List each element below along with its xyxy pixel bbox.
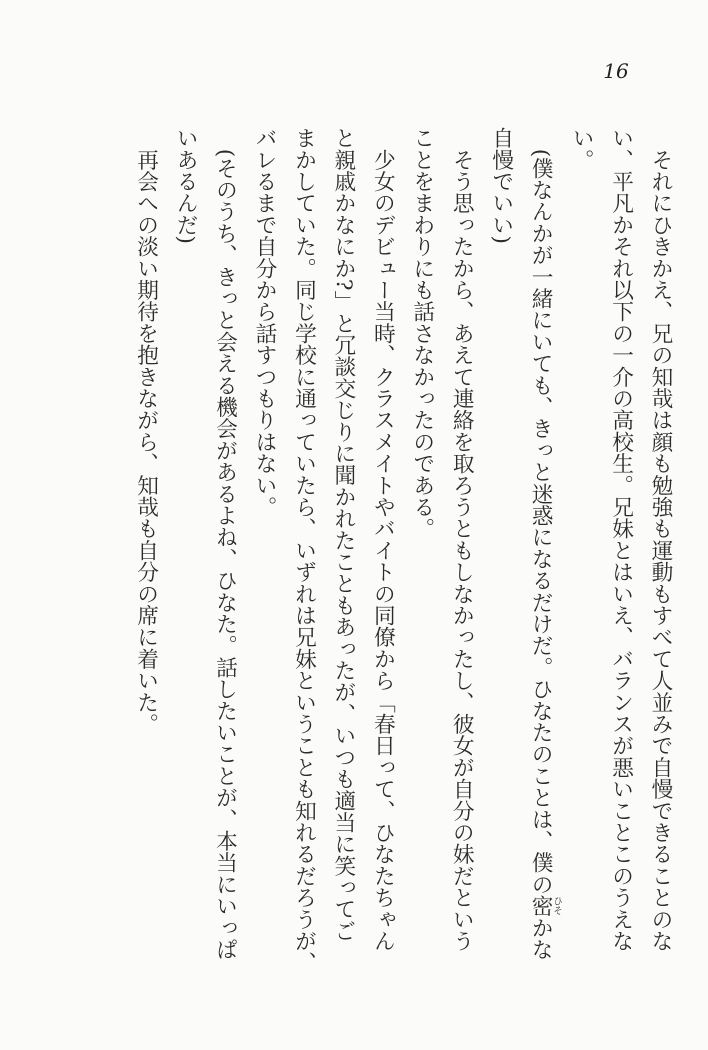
text-column: と親戚かなにか?」と冗談交じりに聞かれたこともあったが、いつも適当に笑ってご — [330, 127, 356, 942]
text-column: そう思ったから、あえて連絡を取ろうともしなかったし、彼女が自分の妹だという — [449, 127, 475, 952]
page-number: 16 — [603, 59, 629, 83]
text-column: いあるんだ) — [173, 127, 199, 244]
text-column: ことをまわりにも話さなかったのである。 — [409, 127, 435, 540]
text-column: (僕なんかが一緒にいても、きっと迷惑になるだけだ。ひなたのことは、僕の密ひそかな — [528, 127, 563, 961]
text-column: 少女のデビュー当時、クラスメイトやバイトの同僚から「春日って、ひなたちゃん — [370, 127, 396, 952]
text-block — [126, 127, 680, 974]
text-column: それにひきかえ、兄の知哉は顔も勉強も運動もすべて人並みで自慢できることのな — [648, 127, 673, 952]
text-column: い、平凡かそれ以下の一介の高校生。兄妹とはいえ、バランスが悪いことこのうえな — [608, 127, 634, 952]
text-column: (そのうち、きっと会える機会があるよね、ひなた。話したいことが、本当にいっぱ — [212, 127, 238, 961]
text-column: 自慢でいい) — [488, 127, 514, 244]
ruby-annotation: 密ひそ — [528, 894, 563, 917]
text-column: まかしていた。同じ学校に通っていたら、いずれは兄妹ということも知れるだろうが、 — [291, 127, 317, 974]
text-column: 再会への淡い期待を抱きながら、知哉も自分の席に着いた。 — [133, 127, 159, 735]
text-column: バレるまで自分から話すつもりはない。 — [251, 127, 277, 518]
text-column: い。 — [569, 127, 595, 171]
